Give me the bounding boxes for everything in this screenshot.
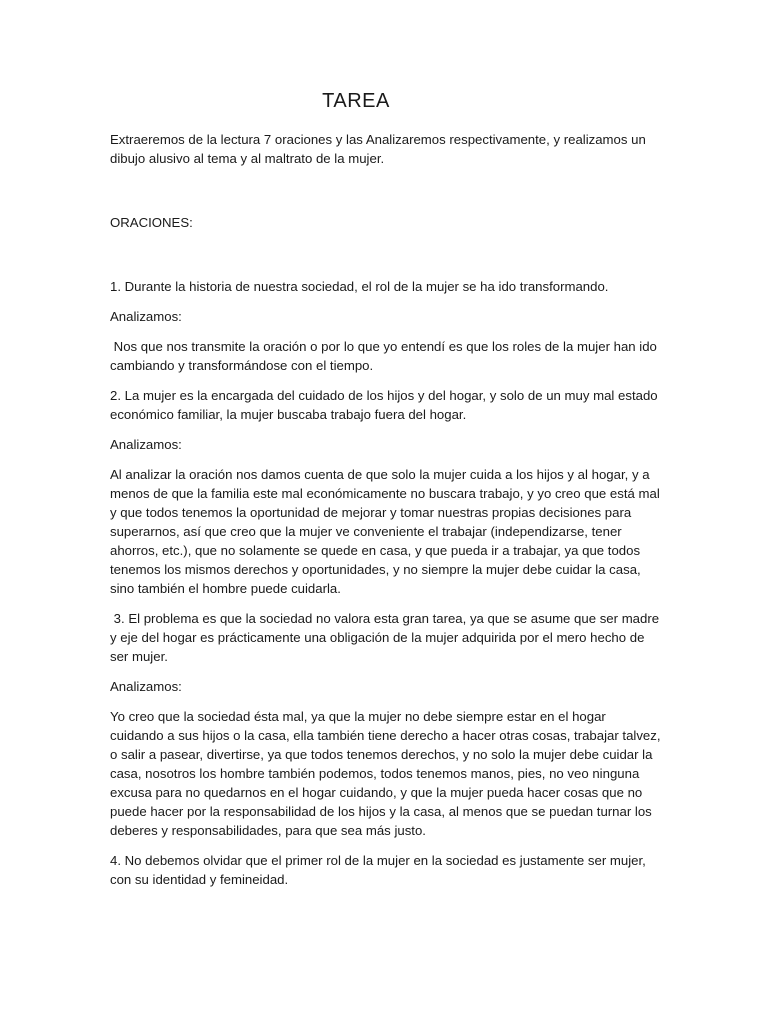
intro-paragraph: Extraeremos de la lectura 7 oraciones y las Analizaremos respectivamente, y realizamos un dibujo alusivo al tema y al maltrato de la mujer. xyxy=(110,132,646,166)
sentence-1: 1. Durante la historia de nuestra sociedad, el rol de la mujer se ha ido transformando. xyxy=(110,279,609,294)
analysis-2: Al analizar la oración nos damos cuenta de que solo la mujer cuida a los hijos y al hogar, y a menos de que la familia este mal económicamente no buscara trabajo, y yo creo que está mal y que todos tenemos la oportunidad de mejorar y tomar nuestras propias decisiones para superarnos, así que creo que la mujer ve conveniente el trabajar (independizarse, tener ahorros, etc.), que no solamente se quede en casa, y que pueda ir a trabajar, ya que todos tenemos los mismos derechos y oportunidades, y no siempre la mujer debe cuidar la casa, sino también el hombre puede cuidarla. xyxy=(110,467,660,596)
analysis-1: Nos que nos transmite la oración o por lo que yo entendí es que los roles de la mujer han ido cambiando y transformándose con el tiempo. xyxy=(110,339,661,373)
analysis-label-1: Analizamos: xyxy=(110,309,182,324)
document-title: TAREA xyxy=(322,90,390,112)
blank-line xyxy=(110,179,662,213)
sentence-4: 4. No debemos olvidar que el primer rol de la mujer en la sociedad es justamente ser mujer, con su identidad y femineidad. xyxy=(110,853,646,887)
analysis-label-2: Analizamos: xyxy=(110,437,182,452)
sentence-2: 2. La mujer es la encargada del cuidado de los hijos y del hogar, y solo de un muy mal estado económico familiar, la mujer buscaba trabajo fuera del hogar. xyxy=(110,388,658,422)
sentence-3: 3. El problema es que la sociedad no valora esta gran tarea, ya que se asume que ser madre y eje del hogar es prácticamente una obligación de la mujer adquirida por el mero hecho de ser mujer. xyxy=(110,611,663,664)
analysis-label-3: Analizamos: xyxy=(110,679,182,694)
analysis-3: Yo creo que la sociedad ésta mal, ya que la mujer no debe siempre estar en el hogar cuidando a sus hijos o la casa, ella también tiene derecho a hacer otras cosas, trabajar talvez, o salir a pasear, divertirse, ya que todos tenemos derechos, y no solo la mujer debe cuidar la casa, nosotros los hombre también podemos, todos tenemos manos, pies, no veo ninguna excusa para no quedarnos en el hogar cuidando, y que la mujer pueda hacer cosas que no puede hacer por la responsabilidad de los hijos y la casa, al menos que se puedan turnar los deberes y responsabilidades, para que sea más justo. xyxy=(110,709,661,838)
blank-line xyxy=(110,243,662,277)
document-body xyxy=(110,130,662,900)
section-heading: ORACIONES: xyxy=(110,215,193,230)
